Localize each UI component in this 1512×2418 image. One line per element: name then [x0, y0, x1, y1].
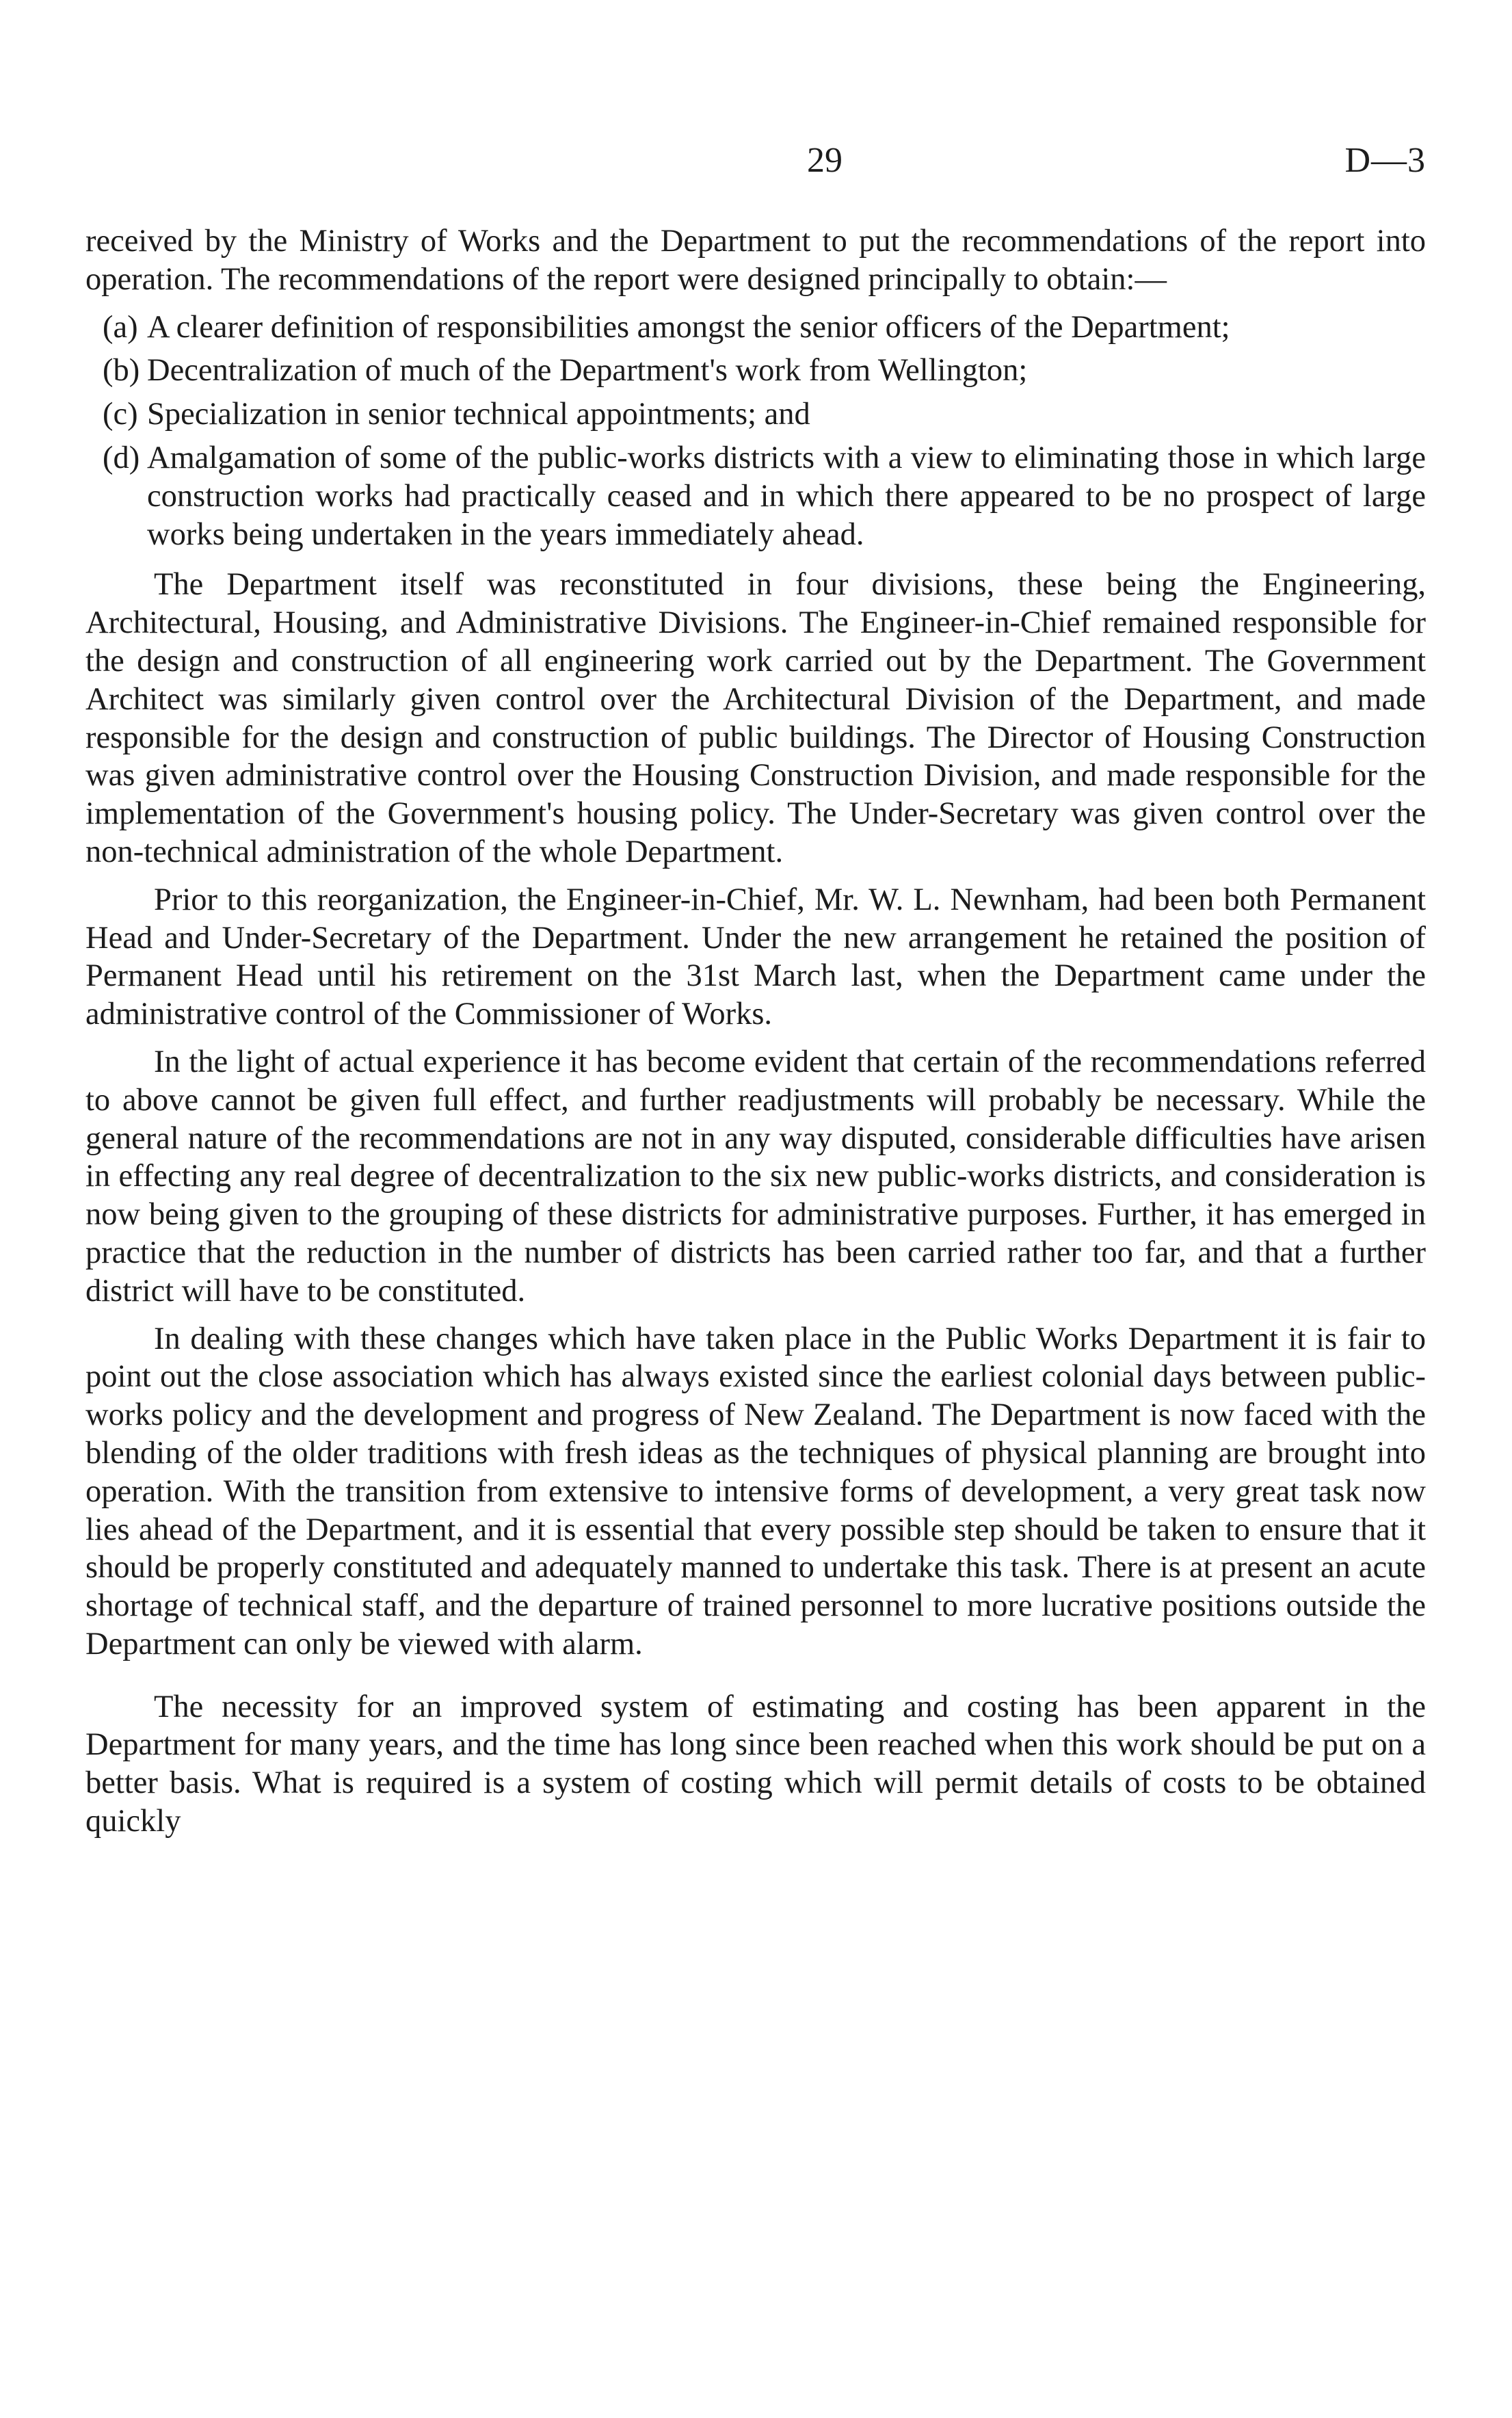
list-item	[85, 352, 1426, 390]
list-item-text: Decentralization of much of the Department's work from Wellington;	[147, 353, 1028, 389]
list-item	[85, 395, 1426, 434]
list-item-marker: (d)	[103, 440, 140, 475]
page-header	[89, 137, 1426, 185]
body-text	[85, 222, 1426, 1850]
paragraph-experience: In the light of actual experience it has become evident that certain of the recommendations referred to above cannot be given full effect, and further readjustments will probably be necessary. While the general nature of the recommendations are not in any way disputed, considerable difficulties have arisen in effecting any real degree of decentralization to the six new public-works districts, and consideration is now being given to the grouping of these districts for administrative purposes. Further, it has emerged in practice that the reduction in the number of districts has been carried rather too far, and that a further district will have to be constituted.	[85, 1044, 1426, 1309]
list-item-text: Amalgamation of some of the public-works districts with a view to eliminating those in which large construction works had practically ceased and in which there appeared to be no prospect of large works being undertaken in the years immediately ahead.	[147, 440, 1426, 552]
recommendations-list	[85, 308, 1426, 554]
paragraph-continued: received by the Ministry of Works and the Department to put the recommendations of the report into operation. The recommendations of the report were designed principally to obtain:—	[85, 224, 1426, 297]
list-item-text: Specialization in senior technical appointments; and	[147, 397, 810, 432]
paragraph-divisions: The Department itself was reconstituted in four divisions, these being the Engineering, Architectural, Housing, and Administrative Divisions. The Engineer-in-Chief remained responsible for the design and construction of all engineering work carried out by the Department. The Government Architect was similarly given control over the Architectural Division of the Department, and made responsible for the design and construction of public buildings. The Director of Housing Construction was given administrative control over the Housing Construction Division, and made responsible for the implementation of the Government's housing policy. The Under-Secretary was given control over the non-technical administration of the whole Department.	[85, 567, 1426, 869]
paragraph-changes: In dealing with these changes which have taken place in the Public Works Department it is fair to point out the close association which has always existed since the earliest colonial days between public-works policy and the development and progress of New Zealand. The Department is now faced with the blending of the older traditions with fresh ideas as the techniques of physical planning are brought into operation. With the transition from extensive to intensive forms of development, a very great task now lies ahead of the Department, and it is essential that every possible step should be taken to ensure that it should be properly constituted and adequately manned to undertake this task. There is at present an acute shortage of technical staff, and the departure of trained personnel to more lucrative positions outside the Department can only be viewed with alarm.	[85, 1321, 1426, 1661]
list-item-text: A clearer definition of responsibilities amongst the senior officers of the Department;	[147, 309, 1230, 345]
document-reference: D—3	[1344, 141, 1426, 180]
paragraph-spacer	[85, 1673, 1426, 1688]
list-item-marker: (b)	[103, 353, 140, 389]
paragraph-costing: The necessity for an improved system of estimating and costing has been apparent in the Department for many years, and the time has long since been reached when this work should be put on a better basis. What is required is a system of costing which will permit details of costs to be obtained quickly	[85, 1689, 1426, 1839]
list-item-marker: (a)	[103, 309, 138, 345]
list-item	[85, 439, 1426, 553]
list-item	[85, 308, 1426, 347]
list-item-marker: (c)	[103, 397, 138, 432]
paragraph-reorganization: Prior to this reorganization, the Engineer-in-Chief, Mr. W. L. Newnham, had been both Permanent Head and Under-Secretary of the Department. Under the new arrangement he retained the position of Permanent Head until his retirement on the 31st March last, when the Department came under the administrative control of the Commissioner of Works.	[85, 882, 1426, 1032]
page-number: 29	[807, 141, 843, 180]
